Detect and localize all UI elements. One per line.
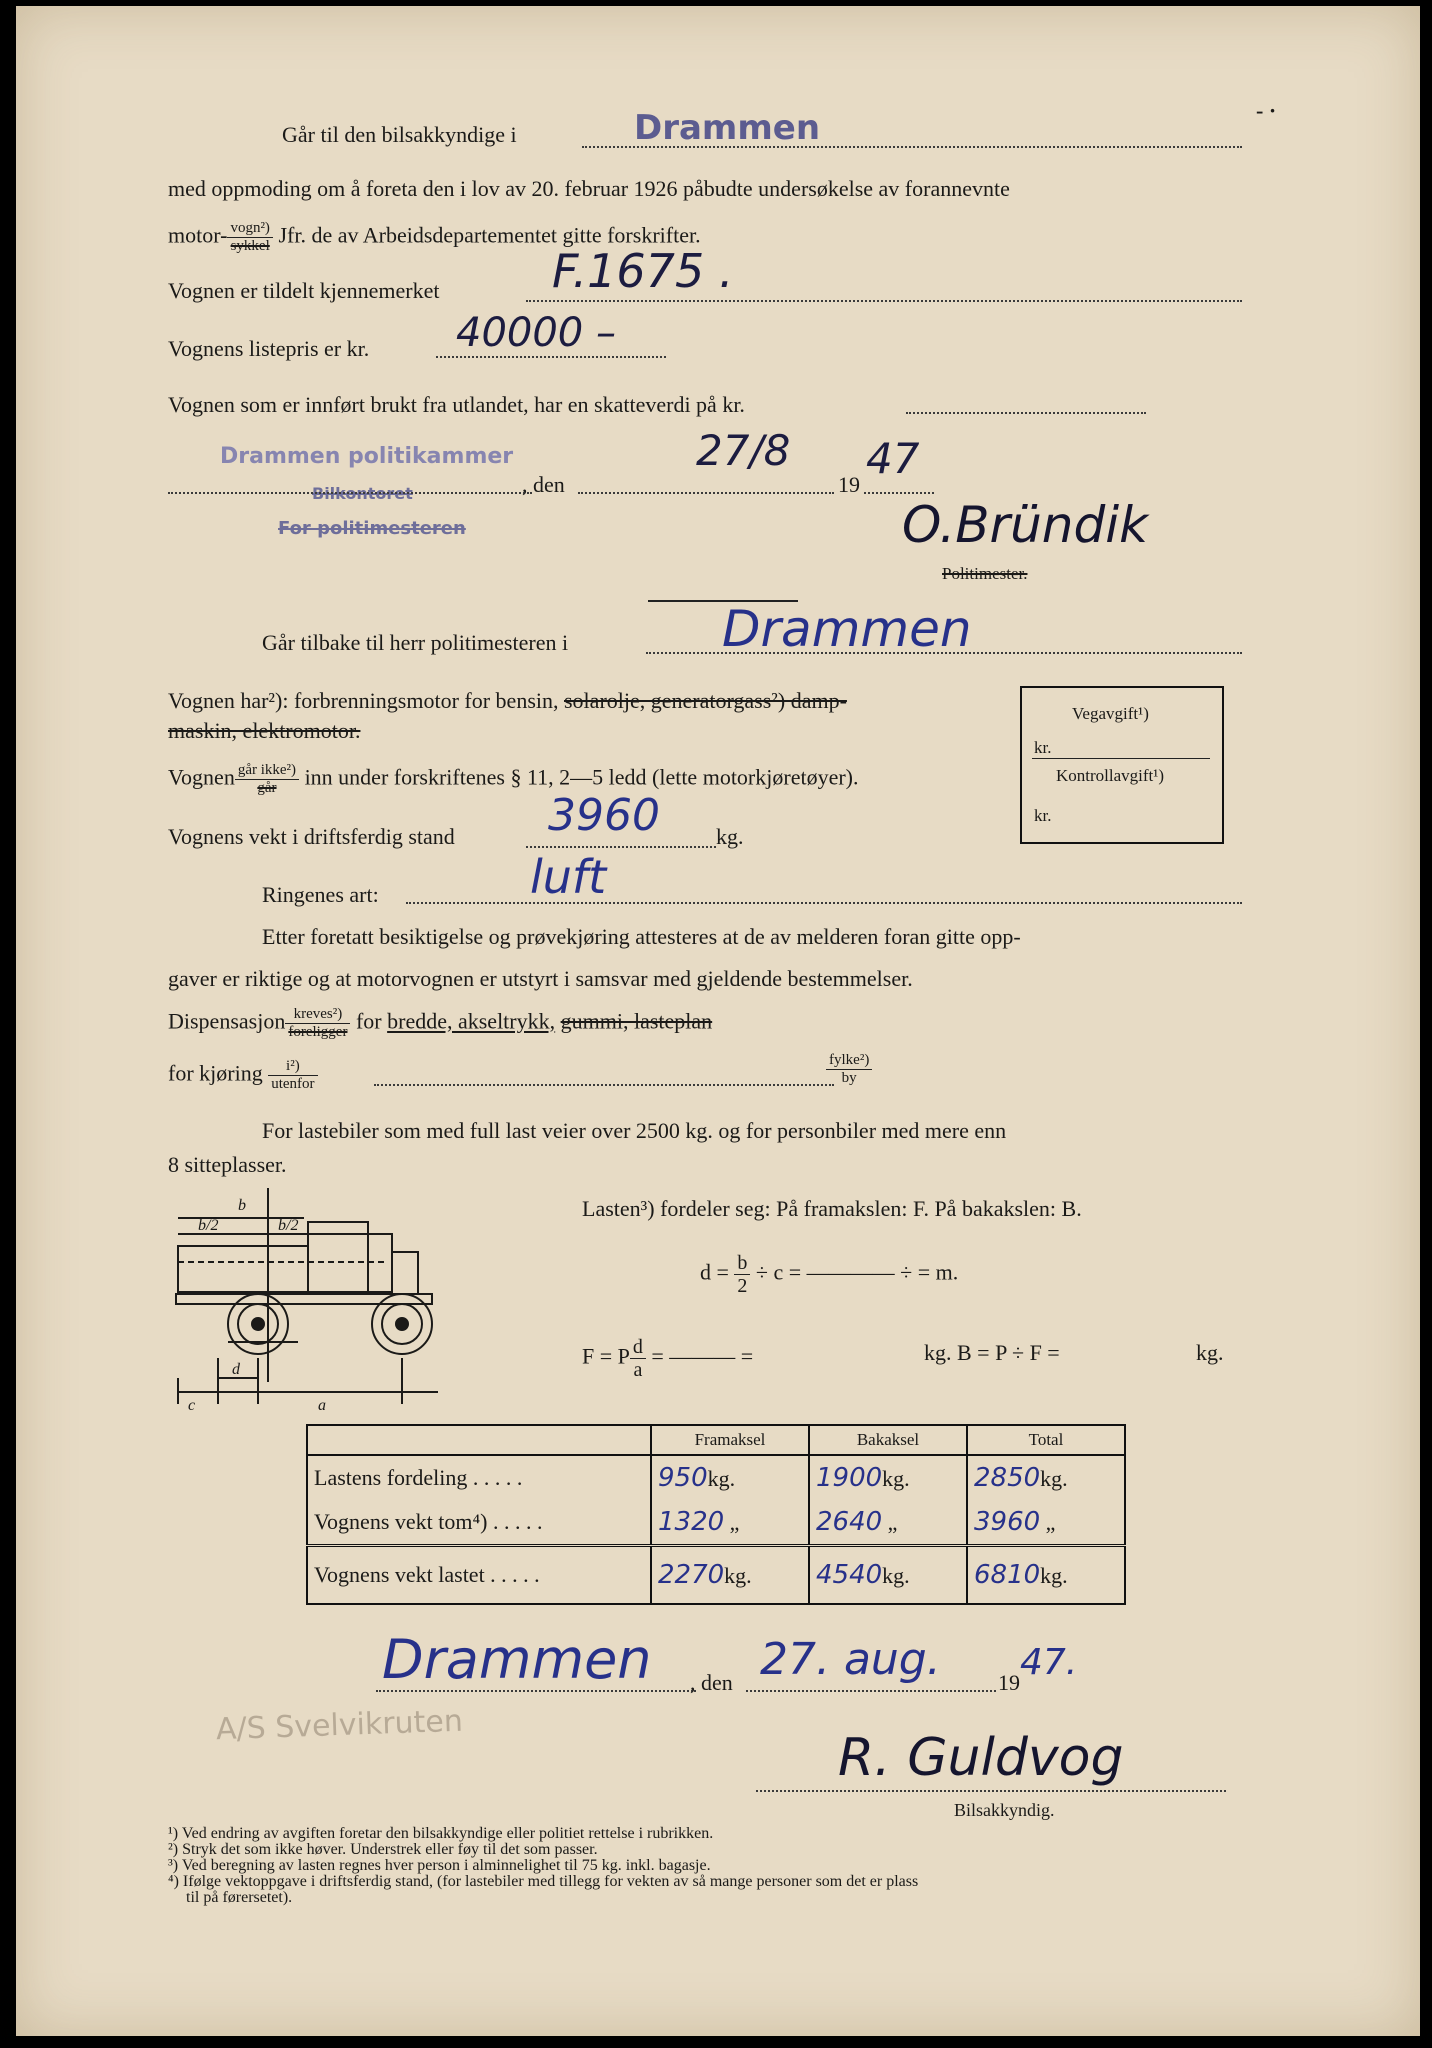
- falls-suffix: inn under forskriftenes § 11, 2—5 ledd (lette motorkjøretøyer).: [304, 764, 859, 790]
- table-cell: [967, 1455, 1125, 1500]
- return-place: Drammen: [722, 600, 972, 658]
- closing-place: Drammen: [382, 1628, 652, 1691]
- police-date-value: 27/8: [696, 426, 791, 475]
- plate-label: Vognen er tildelt kjennemerket: [168, 278, 440, 303]
- footnote-2: ²) Stryk det som ikke høver. Understrek eller føy til det som passer.: [168, 1841, 598, 1858]
- motor-num: vogn²): [227, 220, 273, 238]
- cell-unit: kg.: [1040, 1563, 1068, 1588]
- footnote-4: ⁴) Ifølge vektoppgave i driftsferdig stand, (for lastebiler med tillegg for vekten av så mange personer som det er plass: [168, 1873, 919, 1890]
- price-line: [436, 356, 666, 358]
- load-table-corner: [307, 1425, 651, 1455]
- diagram-label-d: d: [232, 1361, 240, 1378]
- police-title: Politimester.: [942, 564, 1028, 583]
- table-cell: [809, 1455, 967, 1500]
- inspector-line: [756, 1790, 1226, 1792]
- attest-line2: gaver er riktige og at motorvognen er utstyrt i samsvar med gjeldende bestemmelser.: [168, 966, 913, 991]
- county-fraction: [826, 1052, 872, 1087]
- load-table-header: [307, 1425, 1125, 1455]
- return-label: Går tilbake til herr politimesteren i: [262, 630, 569, 655]
- police-stamp-line3: For politimesteren: [278, 518, 466, 539]
- table-cell: [651, 1500, 809, 1546]
- cell-unit: „: [887, 1510, 898, 1535]
- disp-prefix: Dispensasjon: [168, 1008, 286, 1034]
- goes-to-place-stamp: Drammen: [634, 108, 821, 148]
- police-year-line: [864, 492, 934, 494]
- motor-fraction: [227, 220, 273, 255]
- police-place-line: [168, 492, 532, 494]
- police-year-prefix: 19: [838, 472, 860, 497]
- cell-unit: kg.: [1040, 1466, 1068, 1491]
- diagram-label-b: b: [238, 1197, 246, 1214]
- table-cell: [651, 1546, 809, 1605]
- header-total: Total: [967, 1425, 1125, 1455]
- control-fee-kr: kr.: [1034, 806, 1052, 825]
- police-stamp-line1: Drammen politikammer: [220, 444, 514, 469]
- county-den: by: [841, 1070, 857, 1086]
- footnote-3: ³) Ved beregning av lasten regnes hver person i alminnelighet til 75 kg. inkl. bagasje.: [168, 1857, 711, 1874]
- closing-place-line: [376, 1690, 696, 1692]
- control-fee-label: Kontrollavgift¹): [1056, 766, 1165, 785]
- weight-unit: kg.: [716, 824, 744, 849]
- plate-value: F.1675 .: [552, 244, 734, 298]
- formula-fa: a: [633, 1359, 643, 1381]
- police-year-value: 47: [866, 434, 920, 483]
- formula-f-rest: = ——— =: [651, 1343, 754, 1369]
- request-line: med oppmoding om å foreta den i lov av 20. februar 1926 påbudte undersøkelse av forannevnte: [168, 176, 1010, 201]
- formula-d-rest: ÷ c = ———— ÷ = m.: [755, 1259, 959, 1285]
- drive-num: i²): [268, 1058, 317, 1076]
- footnote-4-cont: til på førersetet).: [186, 1889, 293, 1906]
- formula-d: [700, 1252, 958, 1297]
- table-cell: [809, 1546, 967, 1605]
- disp-fraction: [285, 1006, 350, 1041]
- cell-unit: kg.: [724, 1563, 752, 1588]
- police-stamp-line2: Bilkontoret: [312, 484, 413, 503]
- police-signature: O.Bründik: [902, 496, 1149, 554]
- drive-line-fill: [374, 1084, 834, 1086]
- police-den: , den: [522, 472, 565, 497]
- cell-value: 4540: [816, 1560, 883, 1590]
- price-label: Vognens listepris er kr.: [168, 336, 370, 361]
- cell-value: 2850: [974, 1463, 1041, 1493]
- falls-num: går ikke²): [235, 762, 299, 780]
- formula-fd: d: [630, 1336, 646, 1359]
- corner-mark: - ·: [1256, 98, 1277, 123]
- cell-unit: „: [1045, 1510, 1056, 1535]
- table-cell: [651, 1455, 809, 1500]
- import-label: Vognen som er innført brukt fra utlandet, har en skatteverdi på kr.: [168, 392, 745, 417]
- formula-2: 2: [737, 1275, 748, 1297]
- diagram-label-c: c: [188, 1397, 196, 1414]
- drive-prefix: for kjøring: [168, 1060, 263, 1086]
- plate-line: [526, 300, 1242, 302]
- document-page: [16, 6, 1420, 2036]
- cell-value: 6810: [974, 1560, 1041, 1590]
- cell-unit: kg.: [707, 1466, 736, 1491]
- inspector-role: Bilsakkyndig.: [954, 1800, 1055, 1820]
- closing-date: 27. aug.: [760, 1634, 941, 1685]
- trucks-line2: 8 sitteplasser.: [168, 1152, 287, 1177]
- table-row: [307, 1455, 1125, 1500]
- disp-den: foreligger: [288, 1024, 348, 1040]
- cell-unit: kg.: [882, 1563, 910, 1588]
- engine-struck-1: solarolje, generatorgass²) damp-: [564, 688, 847, 713]
- formula-f-lhs: F = P: [582, 1343, 630, 1369]
- table-cell: [967, 1546, 1125, 1605]
- fee-divider: [1032, 758, 1210, 759]
- formula-f: [582, 1336, 753, 1381]
- formula-kg1: kg. B = P ÷ F =: [924, 1340, 1060, 1365]
- police-date-line: [578, 492, 834, 494]
- diagram-label-half1: b/2: [198, 1217, 219, 1234]
- goes-to-label: Går til den bilsakkyndige i: [282, 122, 517, 147]
- falls-prefix: Vognen: [168, 764, 235, 790]
- load-distribution-text: Lasten³) fordeler seg: På framakslen: F. På bakakslen: B.: [582, 1196, 1082, 1221]
- engine-line1: [168, 688, 847, 714]
- motor-suffix: Jfr. de av Arbeidsdepartementet gitte forskrifter.: [278, 222, 701, 248]
- weight-value: 3960: [548, 790, 660, 841]
- closing-date-line: [746, 1690, 996, 1692]
- closing-den: , den: [690, 1670, 733, 1695]
- cell-unit: kg.: [882, 1466, 910, 1491]
- disp-num: kreves²): [285, 1006, 350, 1024]
- engine-gasoline: Vognen har²): forbrenningsmotor for bensin,: [168, 688, 559, 713]
- formula-kg2: kg.: [1196, 1340, 1224, 1365]
- cell-value: 2640: [816, 1507, 883, 1537]
- disp-struck: gummi, lasteplan: [560, 1008, 713, 1034]
- cell-value: 950: [658, 1463, 708, 1493]
- motor-den: sykkel: [230, 238, 270, 254]
- import-line: [906, 412, 1146, 414]
- weight-line: [526, 846, 716, 848]
- inspector-signature: R. Guldvog: [838, 1728, 1124, 1788]
- cell-value: 3960: [974, 1507, 1041, 1537]
- drive-den: utenfor: [271, 1076, 315, 1092]
- table-row: [307, 1500, 1125, 1546]
- closing-year: 47.: [1020, 1642, 1078, 1683]
- county-num: fylke²): [826, 1052, 872, 1070]
- engine-struck-2: maskin, elektromotor.: [168, 718, 361, 743]
- motor-prefix: motor-: [168, 222, 228, 248]
- cell-value: 1900: [816, 1463, 883, 1493]
- table-cell: [967, 1500, 1125, 1546]
- tyres-value: luft: [530, 850, 607, 904]
- diagram-label-a: a: [318, 1397, 326, 1414]
- cell-value: 1320: [658, 1507, 725, 1537]
- diagram-label-half2: b/2: [278, 1217, 299, 1234]
- drive-line: [168, 1058, 318, 1093]
- disp-for: for: [355, 1008, 382, 1034]
- table-row: [307, 1546, 1125, 1605]
- row-label: Vognens vekt lastet . . . . .: [307, 1546, 651, 1605]
- load-table: [306, 1424, 1126, 1605]
- cell-unit: „: [729, 1510, 740, 1535]
- row-label: Vognens vekt tom⁴) . . . . .: [307, 1500, 651, 1546]
- fee-box: [1020, 686, 1224, 844]
- trucks-line1: For lastebiler som med full last veier over 2500 kg. og for personbiler med mere enn: [262, 1118, 1007, 1143]
- road-fee-kr: kr.: [1034, 738, 1052, 757]
- header-bakaksel: Bakaksel: [809, 1425, 967, 1455]
- drive-fraction: [268, 1058, 317, 1093]
- weight-label: Vognens vekt i driftsferdig stand: [168, 824, 455, 849]
- disp-items: bredde, akseltrykk,: [387, 1008, 556, 1034]
- row-label: Lastens fordeling . . . . .: [307, 1455, 651, 1500]
- price-value: 40000 –: [456, 310, 616, 356]
- falls-line: [168, 762, 858, 797]
- tyres-label: Ringenes art:: [262, 882, 379, 907]
- footnote-1: ¹) Ved endring av avgiften foretar den bilsakkyndige eller politiet rettelse i rubrikken.: [168, 1825, 714, 1842]
- falls-den: går: [257, 780, 277, 796]
- table-cell: [809, 1500, 967, 1546]
- formula-d-lhs: d =: [700, 1259, 735, 1285]
- falls-fraction: [235, 762, 299, 797]
- road-fee-label: Vegavgift¹): [1072, 704, 1149, 723]
- formula-b: b: [734, 1252, 750, 1275]
- closing-year-prefix: 19: [998, 1670, 1020, 1695]
- attest-line1: Etter foretatt besiktigelse og prøvekjøring attesteres at de av melderen foran gitte opp-: [262, 924, 1021, 949]
- faint-stamp: A/S Svelvikruten: [215, 1703, 464, 1748]
- dispensation-line: [168, 1006, 712, 1041]
- header-framaksel: Framaksel: [651, 1425, 809, 1455]
- cell-value: 2270: [658, 1560, 725, 1590]
- truck-diagram: [168, 1182, 548, 1414]
